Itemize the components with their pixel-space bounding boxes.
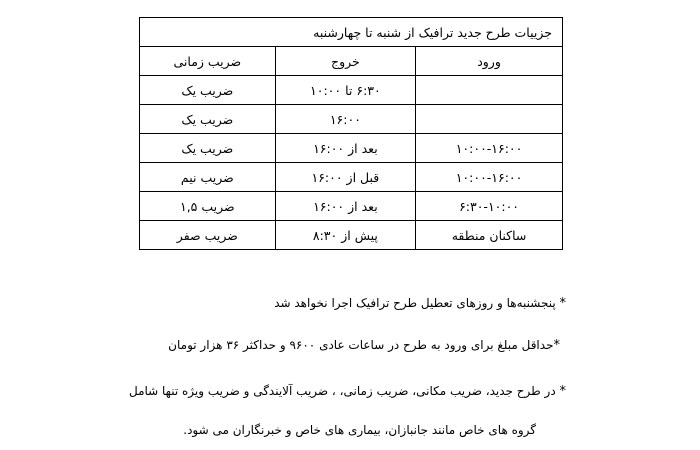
header-exit: خروج bbox=[275, 47, 415, 76]
cell-entry: ۱۰:۰۰-۱۶:۰۰ bbox=[416, 134, 563, 163]
cell-entry: ۶:۳۰-۱۰:۰۰ bbox=[416, 192, 563, 221]
asterisk-mark: * bbox=[559, 384, 566, 399]
cell-coefficient: ضریب نیم bbox=[140, 163, 276, 192]
cell-coefficient: ضریب صفر bbox=[140, 221, 276, 250]
asterisk-mark: * bbox=[559, 296, 566, 311]
footnote-text: در طرح جدید، ضریب مکانی، ضریب زمانی، ، ضریب آلایندگی و ضریب ویژه تنها شامل bbox=[128, 384, 556, 398]
cell-exit: بعد از ۱۶:۰۰ bbox=[275, 192, 415, 221]
footnote-coefficients bbox=[129, 384, 566, 399]
footnote-holidays bbox=[274, 296, 566, 311]
cell-exit: قبل از ۱۶:۰۰ bbox=[275, 163, 415, 192]
cell-coefficient: ضریب یک bbox=[140, 105, 276, 134]
cell-entry: ساکنان منطقه bbox=[416, 221, 563, 250]
cell-exit: ۶:۳۰ تا ۱۰:۰۰ bbox=[275, 76, 415, 105]
cell-coefficient: ضریب یک bbox=[140, 134, 276, 163]
asterisk-mark: * bbox=[553, 338, 560, 353]
header-entry: ورود bbox=[416, 47, 563, 76]
cell-coefficient: ضریب ۱,۵ bbox=[140, 192, 276, 221]
table-title: جزییات طرح جدید ترافیک از شنبه تا چهارشنبه bbox=[140, 18, 563, 47]
cell-entry: ۱۰:۰۰-۱۶:۰۰ bbox=[416, 163, 563, 192]
header-coefficient: ضریب زمانی bbox=[140, 47, 276, 76]
cell-exit: پیش از ۸:۳۰ bbox=[275, 221, 415, 250]
cell-exit: ۱۶:۰۰ bbox=[275, 105, 415, 134]
cell-coefficient: ضریب یک bbox=[140, 76, 276, 105]
footnote-coefficients-continued: گروه های خاص مانند جانبازان، بیماری های خاص و خبرنگاران می شود. bbox=[183, 423, 536, 437]
footnote-fees bbox=[168, 338, 560, 353]
footnote-text: پنجشنبه‌ها و روزهای تعطیل طرح ترافیک اجرا نخواهد شد bbox=[274, 296, 556, 310]
footnote-text: حداقل مبلغ برای ورود به طرح در ساعات عادی ۹۶۰۰ و حداکثر ۳۶ هزار تومان bbox=[168, 338, 554, 352]
cell-exit: بعد از ۱۶:۰۰ bbox=[275, 134, 415, 163]
